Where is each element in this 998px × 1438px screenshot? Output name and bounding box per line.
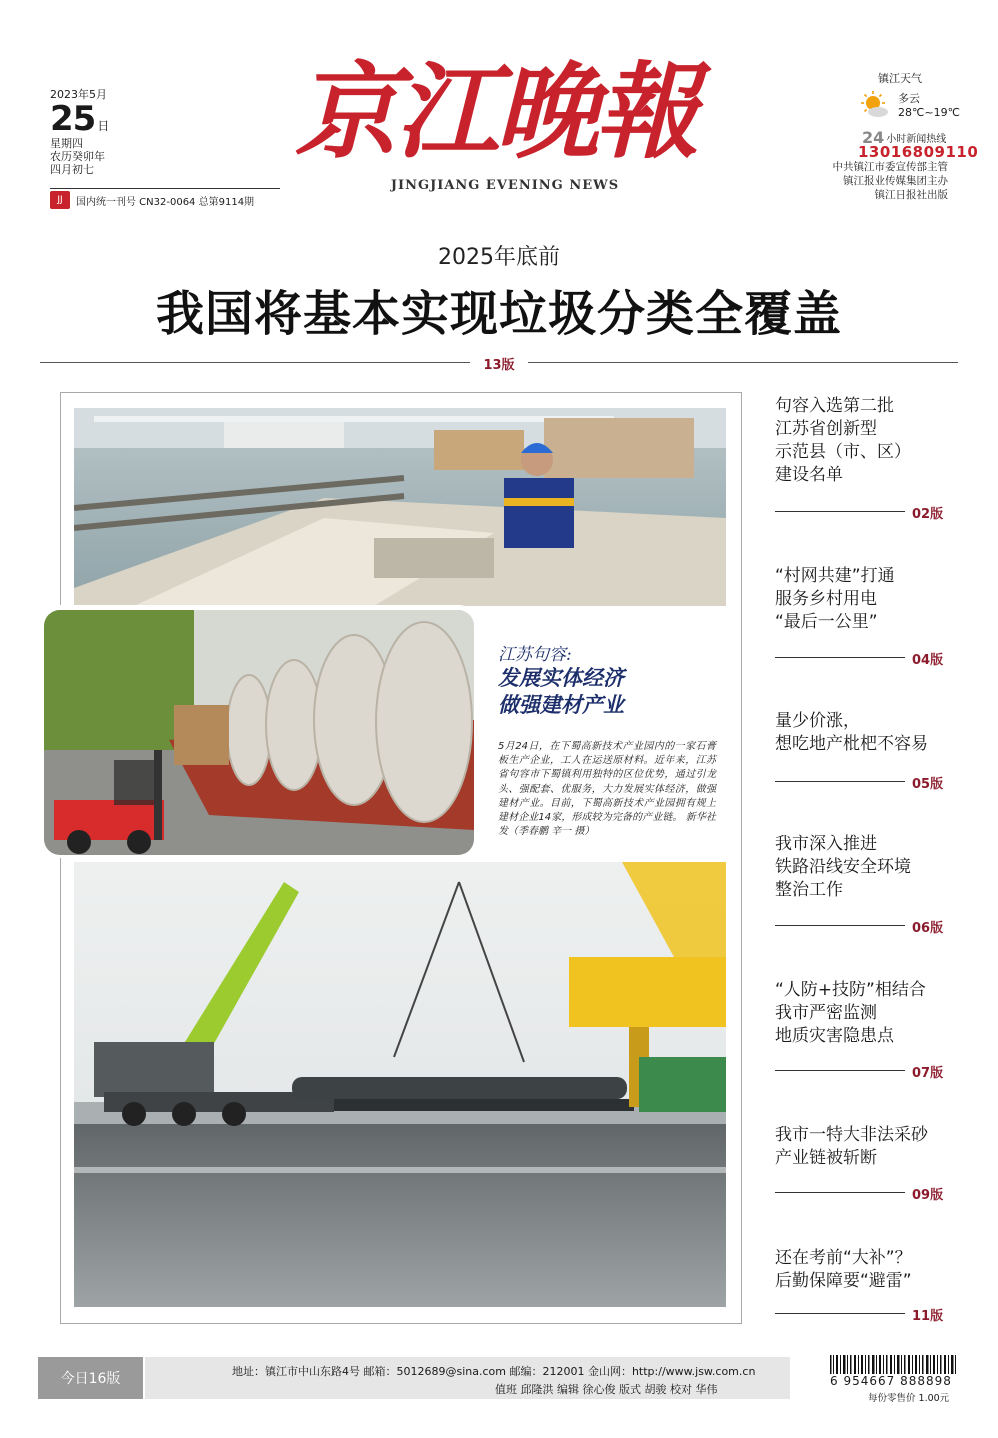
barcode-number: 6 954667 888898 (830, 1374, 960, 1388)
sidebar-item-6-page[interactable]: 09版 (912, 1188, 944, 1203)
sidebar-item-2-line-1: “村网共建”打通 (775, 566, 895, 586)
sidebar-divider (775, 1313, 905, 1314)
headline-kicker: 2025年底前 (438, 245, 560, 270)
weather-title: 镇江天气 (878, 72, 922, 85)
sidebar-item-2-page[interactable]: 04版 (912, 653, 944, 668)
sidebar-item-7-page[interactable]: 11版 (912, 1309, 944, 1324)
sidebar-item-3-page[interactable]: 05版 (912, 777, 944, 792)
story-title[interactable] (498, 664, 624, 718)
sidebar-item-6-line-2: 产业链被斩断 (775, 1148, 877, 1168)
sidebar-item-5-line-1: “人防+技防”相结合 (775, 980, 926, 1000)
sidebar-divider (775, 781, 905, 782)
forklift-photo-art (44, 610, 474, 855)
publisher-line-2: 镇江报业传媒集团主办 (843, 175, 948, 187)
sidebar-item-1-line-4: 建设名单 (775, 465, 843, 485)
publisher-info (800, 160, 948, 202)
publisher-line-3: 镇江日报社出版 (874, 189, 948, 201)
story-kicker: 江苏句容: (498, 645, 572, 665)
main-headline[interactable]: 我国将基本实现垃圾分类全覆盖 (155, 286, 842, 342)
factory-photo-art (74, 408, 726, 606)
sidebar-item-5-page[interactable]: 07版 (912, 1066, 944, 1081)
date-day-suffix: 日 (97, 119, 110, 133)
sidebar-item-1-line-3: 示范县（市、区） (775, 442, 911, 462)
publisher-line-1: 中共镇江市委宣传部主管 (832, 161, 948, 173)
retail-price: 每份零售价 1.00元 (868, 1393, 950, 1404)
hotline-text: 小时新闻热线 (886, 134, 947, 145)
sidebar-item-5-line-3: 地质灾害隐患点 (775, 1026, 894, 1046)
sidebar-item-7-line-1: 还在考前“大补”？ (775, 1248, 912, 1268)
sidebar-item-7[interactable] (775, 1247, 965, 1293)
weather-temp: 28℃~19℃ (898, 106, 960, 119)
sidebar-item-7-line-2: 后勤保障要“避雷” (775, 1271, 912, 1291)
lunar-year: 农历癸卯年 (50, 150, 105, 163)
sidebar-item-2-line-3: “最后一公里” (775, 612, 878, 632)
sidebar-item-3[interactable] (775, 710, 965, 756)
sidebar-item-4[interactable] (775, 833, 965, 902)
sidebar-item-1-line-2: 江苏省创新型 (775, 419, 877, 439)
sidebar-item-1-page[interactable]: 02版 (912, 507, 944, 522)
sidebar-divider (775, 925, 905, 926)
page-count-badge: 今日16版 (38, 1357, 143, 1399)
factory-photo[interactable] (74, 408, 726, 606)
sidebar-item-3-line-1: 量少价涨， (775, 711, 860, 731)
story-title-line-2: 做强建材产业 (498, 692, 624, 717)
sidebar-item-2[interactable] (775, 565, 965, 634)
sidebar-divider (775, 1070, 905, 1071)
sidebar-item-5[interactable] (775, 979, 965, 1048)
sidebar-item-4-line-2: 铁路沿线安全环境 (775, 857, 911, 877)
sidebar-divider (775, 1192, 905, 1193)
headline-page-ref[interactable]: 13版 (470, 354, 528, 373)
sidebar-item-1-line-1: 句容入选第二批 (775, 396, 894, 416)
weather-desc (898, 92, 960, 120)
footer-contact: 地址：镇江市中山东路4号 邮箱：5012689@sina.com 邮编：212001 金山网：http://www.jsw.com.cn (232, 1365, 756, 1378)
weekday: 星期四 (50, 137, 83, 150)
sidebar-item-6[interactable] (775, 1124, 965, 1170)
sidebar-item-1[interactable] (775, 395, 965, 487)
story-body: 5月24日，在下蜀高新技术产业园内的一家石膏板生产企业，工人在运送原材料。近年来，江苏省句容市下蜀镇利用独特的区位优势，通过引龙头、强配套、优服务，大力发展实体经济，做强建材产业。目前，下蜀高新技术产业园拥有规上建材企业14家，形成较为完备的产业链。 新华社发（季春鹏 辛一 摄） (498, 741, 716, 838)
sidebar-item-5-line-2: 我市严密监测 (775, 1003, 877, 1023)
sidebar-divider (775, 657, 905, 658)
date-block (50, 88, 280, 176)
partly-cloudy-icon (860, 90, 890, 120)
sidebar-item-6-line-1: 我市一特大非法采砂 (775, 1125, 928, 1145)
sidebar-item-2-line-2: 服务乡村用电 (775, 589, 877, 609)
crane-photo[interactable] (74, 862, 726, 1307)
weather-condition: 多云 (898, 92, 920, 105)
story-title-line-1: 发展实体经济 (498, 665, 624, 690)
hotline-number: 13016809110 (858, 143, 979, 161)
newspaper-logo-en: JINGJIANG EVENING NEWS (390, 178, 620, 193)
newspaper-logo: 京江晚報 (295, 50, 696, 173)
lunar-day: 四月初七 (50, 163, 94, 176)
hotline-24: 24 (862, 128, 885, 147)
sidebar-item-4-line-3: 整治工作 (775, 880, 843, 900)
footer-staff: 值班 邱隆洪 编辑 徐心俊 版式 胡骏 校对 华伟 (495, 1383, 718, 1396)
sidebar-divider (775, 511, 905, 512)
date-day: 25 (50, 99, 96, 139)
date-year-month: 2023年5月 (50, 88, 107, 101)
sidebar-item-4-page[interactable]: 06版 (912, 921, 944, 936)
group-logo-icon: JJ (50, 191, 70, 209)
issue-line (50, 188, 280, 209)
forklift-photo[interactable] (44, 610, 474, 855)
sidebar-item-3-line-2: 想吃地产枇杷不容易 (775, 734, 928, 754)
crane-photo-art (74, 862, 726, 1307)
sidebar-item-4-line-1: 我市深入推进 (775, 834, 877, 854)
issue-info: 国内统一刊号 CN32-0064 总第9114期 (76, 196, 255, 208)
